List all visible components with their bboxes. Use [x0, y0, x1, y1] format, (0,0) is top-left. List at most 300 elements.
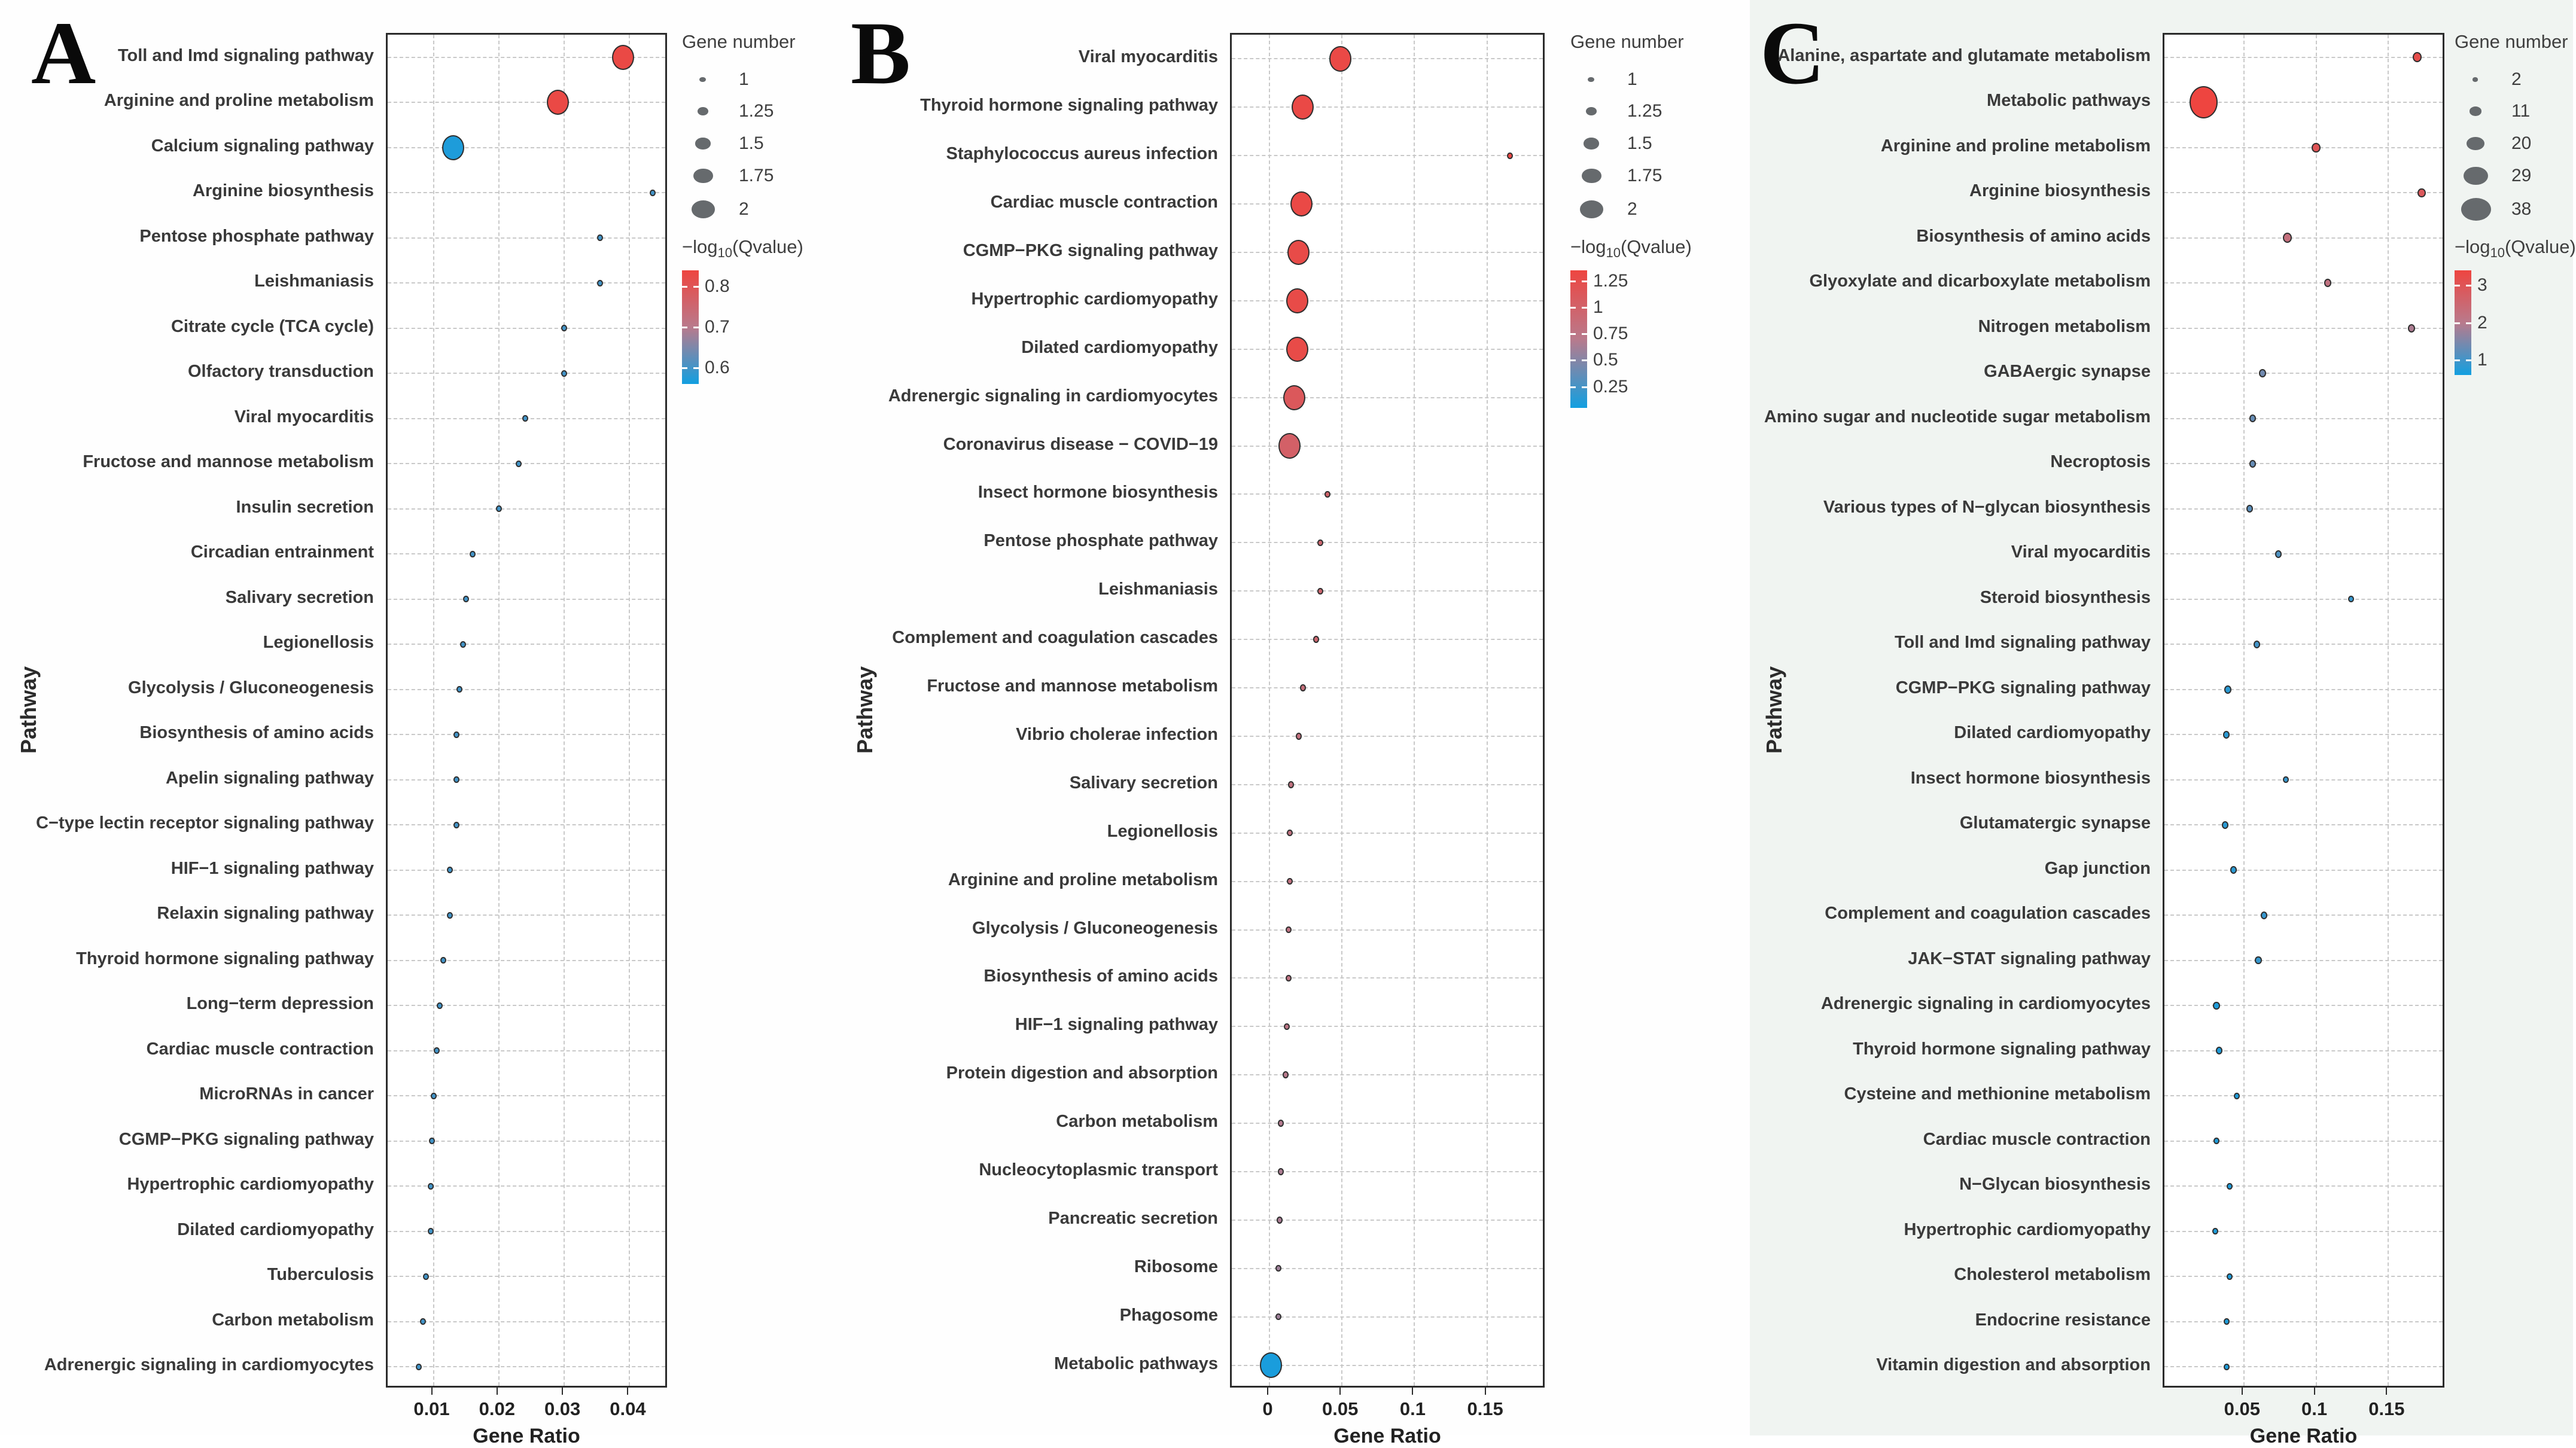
data-point-dot [1329, 46, 1351, 71]
data-point-dot [2234, 1093, 2240, 1099]
pathway-label: Arginine and proline metabolism [948, 870, 1218, 889]
row-gridline [388, 508, 665, 510]
pathway-label: Coronavirus disease − COVID−19 [943, 434, 1218, 454]
pathway-label: Cholesterol metabolism [1954, 1265, 2151, 1285]
row-gridline [2164, 870, 2443, 871]
pathway-label: Leishmaniasis [254, 272, 374, 291]
data-point-dot [2223, 731, 2230, 739]
colorbar-tick-label: 0.25 [1593, 376, 1628, 397]
pathway-label: Metabolic pathways [1987, 91, 2151, 111]
panel-a-plot-area [386, 33, 667, 1388]
data-point-dot [437, 1002, 443, 1009]
data-point-dot [2324, 279, 2331, 287]
row-gridline [1232, 881, 1543, 882]
x-tick-label: 0.05 [1322, 1398, 1359, 1419]
data-point-dot [420, 1318, 426, 1325]
pathway-label: Tuberculosis [267, 1265, 374, 1285]
pathway-label: Arginine biosynthesis [193, 181, 374, 201]
pathway-label: Salivary secretion [225, 587, 374, 607]
row-gridline [2164, 282, 2443, 283]
pathway-label: Pentose phosphate pathway [139, 226, 374, 246]
pathway-label: Viral myocarditis [2011, 542, 2151, 562]
row-gridline [388, 1005, 665, 1006]
row-gridline [1232, 1026, 1543, 1027]
data-point-dot [2224, 1318, 2230, 1325]
size-legend-dot [1580, 200, 1604, 218]
panel-c-x-axis-title: Gene Ratio [2249, 1425, 2358, 1447]
pathway-label: Pentose phosphate pathway [983, 531, 1218, 551]
pathway-label: Legionellosis [1107, 821, 1218, 841]
pathway-label: Citrate cycle (TCA cycle) [170, 316, 374, 336]
row-gridline [388, 870, 665, 871]
pathway-label: Protein digestion and absorption [946, 1063, 1218, 1083]
row-gridline [2164, 1185, 2443, 1187]
data-point-dot [431, 1093, 437, 1099]
colorbar-tick [1570, 359, 1576, 361]
size-legend-dot [692, 200, 715, 218]
colorbar-tick [1570, 386, 1576, 388]
data-point-dot [2230, 866, 2237, 874]
row-gridline [2164, 1005, 2443, 1006]
colorbar-tick-label: 3 [2477, 275, 2487, 295]
pathway-label: Fructose and mannose metabolism [83, 452, 374, 472]
size-legend-label: 38 [2511, 199, 2532, 219]
x-axis-tick [2386, 1388, 2387, 1395]
data-point-dot [2261, 912, 2267, 919]
row-gridline [1232, 155, 1543, 156]
data-point-dot [453, 731, 459, 738]
data-point-dot [416, 1364, 422, 1370]
row-gridline [1232, 349, 1543, 350]
pathway-label: CGMP−PKG signaling pathway [963, 241, 1218, 261]
pathway-label: N−Glycan biosynthesis [1959, 1175, 2151, 1194]
pathway-label: HIF−1 signaling pathway [1015, 1015, 1218, 1035]
pathway-label: Adrenergic signaling in cardiomyocytes [1820, 994, 2151, 1014]
data-point-dot [2275, 550, 2282, 558]
data-point-dot [1260, 1352, 1282, 1377]
pathway-label: Glyoxylate and dicarboxylate metabolism [1809, 272, 2151, 291]
pathway-label: Glycolysis / Gluconeogenesis [128, 678, 374, 697]
row-gridline [1232, 590, 1543, 592]
row-gridline [388, 1276, 665, 1277]
pathway-label: Toll and Imd signaling pathway [117, 45, 374, 65]
size-legend-label: 1.75 [1627, 166, 1662, 185]
colorbar-tick [693, 286, 699, 288]
x-tick-label: 0.1 [1399, 1398, 1426, 1419]
pathway-label: Toll and Imd signaling pathway [1894, 633, 2151, 653]
x-gridline [1269, 35, 1270, 1386]
size-legend-dot [698, 107, 708, 115]
colorbar-tick-label: 0.5 [1593, 350, 1618, 370]
data-point-dot [2227, 1183, 2233, 1190]
colorbar-tick-label: 0.8 [705, 276, 730, 297]
data-point-dot [2255, 956, 2261, 964]
data-point-dot [1286, 288, 1308, 313]
data-point-dot [1288, 781, 1294, 788]
pathway-label: Carbon metabolism [212, 1310, 374, 1330]
colorbar-tick-label: 0.7 [705, 317, 730, 337]
size-legend-label: 1 [739, 69, 749, 89]
data-point-dot [442, 135, 464, 160]
data-point-dot [2224, 1364, 2230, 1370]
row-gridline [2164, 779, 2443, 781]
pathway-label: Various types of N−glycan biosynthesis [1823, 497, 2151, 517]
size-legend-label: 2 [739, 199, 749, 219]
panel-b-letter: B [851, 4, 911, 103]
panel-a-color-legend-title: $-\log_{10}(Qvalue)$ [682, 236, 803, 261]
pathway-label: Nitrogen metabolism [1978, 316, 2151, 336]
data-point-dot [2246, 505, 2253, 513]
pathway-label: Arginine biosynthesis [1969, 181, 2151, 201]
pathway-label: Circadian entrainment [190, 542, 374, 562]
row-gridline [2164, 237, 2443, 239]
colorbar-tick [2466, 359, 2471, 361]
pathway-label: Olfactory transduction [188, 362, 374, 382]
x-gridline [1414, 35, 1415, 1386]
pathway-label: Adrenergic signaling in cardiomyocytes [44, 1355, 374, 1375]
row-gridline [388, 734, 665, 735]
data-point-dot [2312, 143, 2320, 153]
pathway-label: Thyroid hormone signaling pathway [920, 96, 1218, 115]
pathway-label: Insect hormone biosynthesis [978, 483, 1218, 502]
pathway-label: Long−term depression [186, 994, 374, 1014]
data-point-dot [2190, 86, 2218, 118]
x-axis-tick [1412, 1388, 1413, 1395]
data-point-dot [1290, 191, 1313, 217]
pathway-label: Calcium signaling pathway [151, 136, 374, 156]
row-gridline [1232, 106, 1543, 108]
pathway-label: Apelin signaling pathway [165, 768, 374, 788]
colorbar-tick [1582, 359, 1587, 361]
panel-b-size-legend-title: Gene number [1570, 31, 1684, 52]
data-point-dot [2227, 1273, 2233, 1280]
row-gridline [388, 824, 665, 825]
data-point-dot [650, 190, 656, 196]
data-point-dot [1283, 1071, 1289, 1078]
pathway-label: GABAergic synapse [1984, 362, 2151, 382]
colorbar-tick [2466, 285, 2471, 286]
x-tick-label: 0.15 [1467, 1398, 1503, 1419]
colorbar-tick [1582, 333, 1587, 335]
colorbar-tick-label: 0.75 [1593, 324, 1628, 344]
data-point-dot [597, 280, 603, 286]
colorbar-tick [682, 367, 687, 369]
x-axis-tick [562, 1388, 563, 1395]
colorbar-tick [1570, 281, 1576, 282]
panel-c-size-legend-title: Gene number [2455, 31, 2568, 52]
pathway-label: Dilated cardiomyopathy [177, 1220, 374, 1239]
pathway-label: Insulin secretion [236, 497, 374, 517]
row-gridline [388, 1095, 665, 1096]
data-point-dot [1296, 733, 1302, 739]
row-gridline [388, 1050, 665, 1051]
x-axis-tick [627, 1388, 628, 1395]
data-point-dot [2213, 1002, 2219, 1010]
colorbar-tick-label: 1 [1593, 297, 1603, 317]
pathway-label: Dilated cardiomyopathy [1954, 723, 2151, 743]
pathway-label: Carbon metabolism [1056, 1112, 1218, 1132]
size-legend-label: 1.5 [739, 133, 764, 153]
size-legend-dot [693, 169, 713, 184]
data-point-dot [453, 822, 459, 828]
data-point-dot [1278, 433, 1301, 458]
size-legend-label: 1 [1627, 69, 1637, 89]
row-gridline [2164, 1095, 2443, 1096]
panel-b-plot-area [1230, 33, 1545, 1388]
data-point-dot [561, 370, 567, 377]
colorbar-tick-label: 2 [2477, 312, 2487, 333]
row-gridline [1232, 929, 1543, 931]
row-gridline [2164, 914, 2443, 916]
panel-b-color-legend-title: $-\log_{10}(Qvalue)$ [1570, 236, 1692, 261]
row-gridline [388, 599, 665, 600]
row-gridline [388, 373, 665, 374]
panel-c-y-axis-title: Pathway [1762, 666, 1786, 754]
row-gridline [388, 102, 665, 103]
size-legend-label: 2 [2511, 69, 2522, 89]
row-gridline [1232, 203, 1543, 205]
data-point-dot [2212, 1228, 2218, 1234]
panel-a-x-axis-title: Gene Ratio [473, 1425, 580, 1447]
pathway-label: Endocrine resistance [1975, 1310, 2151, 1330]
data-point-dot [429, 1138, 435, 1144]
pathway-label: Viral myocarditis [1078, 47, 1218, 67]
pathway-label: Thyroid hormone signaling pathway [76, 949, 374, 968]
pathway-label: Vitamin digestion and absorption [1876, 1355, 2151, 1375]
data-point-dot [1507, 153, 1513, 159]
data-point-dot [2254, 641, 2260, 648]
data-point-dot [1287, 240, 1310, 265]
pathway-label: Relaxin signaling pathway [157, 904, 374, 923]
row-gridline [1232, 542, 1543, 543]
x-axis-tick [1339, 1388, 1341, 1395]
size-legend-dot [2464, 167, 2488, 185]
data-point-dot [2408, 324, 2415, 333]
size-legend-label: 1.25 [739, 101, 774, 121]
pathway-label: Gap junction [2044, 858, 2151, 878]
data-point-dot [2249, 414, 2256, 422]
data-point-dot [2249, 460, 2256, 468]
row-gridline [388, 147, 665, 148]
data-point-dot [1275, 1313, 1281, 1320]
row-gridline [2164, 57, 2443, 58]
data-point-dot [1324, 491, 1330, 498]
x-axis-tick [2242, 1388, 2243, 1395]
pathway-label: C−type lectin receptor signaling pathway [36, 813, 374, 833]
pathway-label: Salivary secretion [1069, 773, 1218, 792]
data-point-dot [470, 551, 476, 557]
size-legend-dot [1584, 138, 1598, 149]
data-point-dot [547, 90, 569, 115]
size-legend-label: 11 [2511, 101, 2531, 121]
row-gridline [1232, 493, 1543, 495]
size-legend-label: 1.5 [1627, 133, 1652, 153]
data-point-dot [2224, 685, 2231, 694]
data-point-dot [460, 641, 466, 648]
row-gridline [388, 689, 665, 690]
size-legend-label: 20 [2511, 133, 2532, 153]
data-point-dot [447, 912, 453, 919]
pathway-label: Pancreatic secretion [1048, 1208, 1218, 1228]
pathway-label: Complement and coagulation cascades [1825, 904, 2151, 923]
row-gridline [388, 644, 665, 645]
x-tick-label: 0.05 [2224, 1398, 2261, 1419]
row-gridline [388, 960, 665, 961]
colorbar-tick [2455, 322, 2460, 324]
row-gridline [1232, 639, 1543, 640]
colorbar-tick [1582, 281, 1587, 282]
pathway-label: Necroptosis [2050, 452, 2151, 472]
pathway-label: JAK−STAT signaling pathway [1908, 949, 2151, 968]
data-point-dot [1278, 1120, 1284, 1126]
data-point-dot [434, 1047, 440, 1054]
data-point-dot [1284, 1023, 1290, 1030]
pathway-label: Metabolic pathways [1054, 1354, 1218, 1373]
pathway-label: Cardiac muscle contraction [146, 1039, 374, 1059]
row-gridline [1232, 784, 1543, 785]
pathway-label: Arginine and proline metabolism [103, 91, 374, 111]
x-axis-tick [497, 1388, 498, 1395]
pathway-label: Complement and coagulation cascades [892, 628, 1218, 648]
size-legend-label: 2 [1627, 199, 1637, 219]
row-gridline [2164, 373, 2443, 374]
data-point-dot [496, 505, 502, 512]
x-gridline [1487, 35, 1488, 1386]
pathway-label: Cysteine and methionine metabolism [1844, 1084, 2151, 1104]
row-gridline [1232, 1074, 1543, 1075]
row-gridline [388, 914, 665, 916]
data-point-dot [1278, 1168, 1284, 1175]
pathway-label: Viral myocarditis [234, 407, 374, 426]
data-point-dot [2216, 1047, 2222, 1054]
data-point-dot [597, 234, 603, 241]
row-gridline [388, 553, 665, 554]
row-gridline [1232, 736, 1543, 737]
row-gridline [388, 463, 665, 464]
row-gridline [388, 237, 665, 239]
size-legend-dot [1582, 169, 1601, 184]
pathway-label: Hypertrophic cardiomyopathy [971, 289, 1218, 309]
colorbar-tick-label: 0.6 [705, 357, 730, 377]
panel-a-letter: A [31, 4, 96, 103]
pathway-label: Cardiac muscle contraction [1923, 1129, 2151, 1149]
panel-a-y-axis-title: Pathway [16, 666, 41, 754]
x-tick-label: 0.01 [413, 1398, 450, 1419]
row-gridline [2164, 1231, 2443, 1232]
row-gridline [1232, 300, 1543, 301]
pathway-label: Cardiac muscle contraction [990, 193, 1218, 212]
data-point-dot [440, 957, 446, 964]
row-gridline [388, 192, 665, 193]
x-gridline [1341, 35, 1342, 1386]
row-gridline [2164, 599, 2443, 600]
colorbar-tick-label: 1.25 [1593, 270, 1628, 291]
row-gridline [1232, 252, 1543, 253]
row-gridline [2164, 644, 2443, 645]
row-gridline [2164, 689, 2443, 690]
pathway-label: Nucleocytoplasmic transport [979, 1160, 1218, 1179]
data-point-dot [1287, 830, 1293, 836]
x-axis-tick [1485, 1388, 1486, 1395]
colorbar-tick [2455, 359, 2460, 361]
x-tick-label: 0.03 [544, 1398, 581, 1419]
size-legend-dot [695, 138, 710, 149]
pathway-label: CGMP−PKG signaling pathway [118, 1129, 374, 1149]
size-legend-dot [2461, 198, 2492, 221]
pathway-label: MicroRNAs in cancer [199, 1084, 374, 1104]
size-legend-dot [1588, 77, 1594, 82]
pathway-label: Steroid biosynthesis [1980, 587, 2151, 607]
data-point-dot [456, 686, 462, 693]
pathway-label: Vibrio cholerae infection [1016, 724, 1218, 744]
data-point-dot [428, 1183, 434, 1190]
pathway-label: Hypertrophic cardiomyopathy [1904, 1220, 2151, 1239]
colorbar-tick [1582, 386, 1587, 388]
row-gridline [2164, 508, 2443, 510]
x-axis-tick [431, 1388, 433, 1395]
pathway-label: Biosynthesis of amino acids [1916, 226, 2151, 246]
row-gridline [2164, 824, 2443, 825]
row-gridline [2164, 463, 2443, 464]
pathway-label: Adrenergic signaling in cardiomyocytes [888, 386, 1218, 406]
data-point-dot [2348, 596, 2354, 602]
row-gridline [388, 1366, 665, 1367]
pathway-label: Arginine and proline metabolism [1880, 136, 2151, 156]
colorbar-tick [2455, 285, 2460, 286]
row-gridline [2164, 147, 2443, 148]
pathway-label: Thyroid hormone signaling pathway [1853, 1039, 2151, 1059]
data-point-dot [522, 415, 528, 422]
pathway-label: Alanine, aspartate and glutamate metabolism [1777, 45, 2151, 65]
data-point-dot [1317, 539, 1323, 546]
panel-c-plot-area [2163, 33, 2444, 1388]
row-gridline [388, 1321, 665, 1322]
colorbar-tick [1570, 307, 1576, 309]
row-gridline [1232, 58, 1543, 59]
pathway-label: Staphylococcus aureus infection [946, 144, 1218, 164]
data-point-dot [2417, 188, 2425, 197]
size-legend-dot [2473, 77, 2478, 81]
row-gridline [2164, 1321, 2443, 1322]
data-point-dot [1283, 385, 1305, 410]
data-point-dot [423, 1273, 429, 1280]
row-gridline [2164, 1050, 2443, 1051]
size-legend-label: 1.75 [739, 166, 774, 185]
pathway-label: Glycolysis / Gluconeogenesis [972, 918, 1218, 938]
pathway-label: Insect hormone biosynthesis [1910, 768, 2151, 788]
row-gridline [2164, 1366, 2443, 1367]
data-point-dot [1300, 684, 1306, 691]
data-point-dot [1275, 1265, 1281, 1272]
row-gridline [2164, 1141, 2443, 1142]
x-tick-label: 0 [1262, 1398, 1273, 1419]
data-point-dot [2283, 776, 2289, 783]
pathway-label: Leishmaniasis [1098, 580, 1218, 599]
data-point-dot [453, 776, 459, 783]
pathway-label: Dilated cardiomyopathy [1021, 337, 1218, 357]
data-point-dot [1287, 878, 1293, 885]
colorbar-tick [693, 327, 699, 328]
row-gridline [2164, 960, 2443, 961]
row-gridline [2164, 1276, 2443, 1277]
data-point-dot [2283, 233, 2292, 243]
row-gridline [1232, 833, 1543, 834]
x-tick-label: 0.15 [2368, 1398, 2405, 1419]
colorbar-tick [682, 327, 687, 328]
colorbar-tick [1570, 333, 1576, 335]
panel-b-x-axis-title: Gene Ratio [1333, 1425, 1441, 1447]
data-point-dot [1286, 337, 1308, 362]
